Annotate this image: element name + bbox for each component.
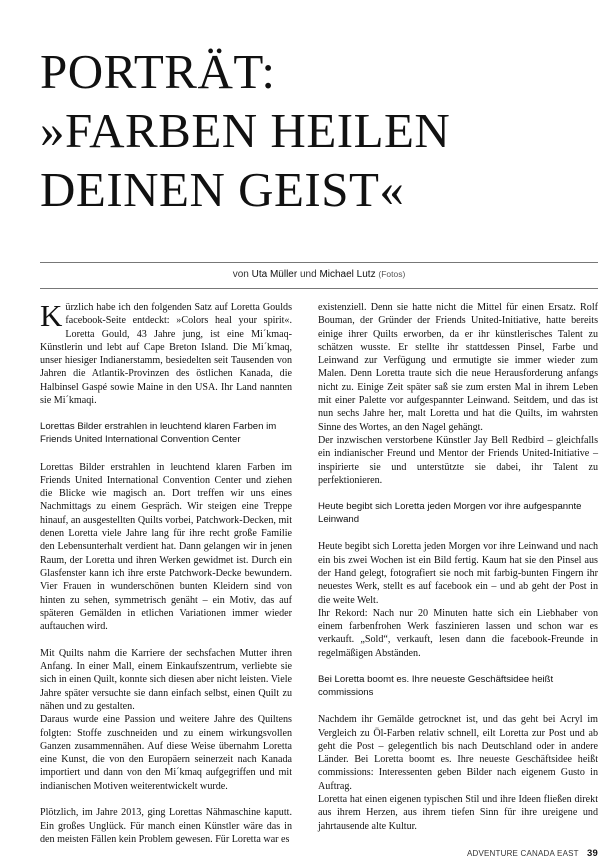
- title-line-1: PORTRÄT:: [40, 44, 276, 99]
- article-title: [40, 42, 580, 219]
- paragraph: existenziell. Denn sie hatte nicht die Mittel für einen Ersatz. Rolf Bouman, der Gründer der Friends United-Initiative, hatte bereits einige ihrer Quilts erworben, da er ihr künstlerisches Talent zu schätzen wusste. Er stellte ihr stattdessen Pinsel, Farbe und Leinwand zur Verfügung und ermutigte sie immer wieder zum Malen. Denn Loretta traute sich die neue Herausforderung anfangs nicht zu. Einige Zeit später saß sie zum ersten Mal in ihrem Leben mit einer Palette vor aufgespannter Leinwand. Seitdem, und das ist nun sechs Jahre her, malt Loretta und hat die Quilts, im wahrsten Sinne des Wortes, an den Nagel gehängt.: [318, 302, 598, 433]
- paragraph: Loretta hat einen eigenen typischen Stil und ihre Ideen fließen direkt aus ihrem Herzen, aus ihrem tiefen Sinn für ihre ureigene und jahrtausende alte Kultur.: [318, 793, 598, 832]
- byline-und: und: [299, 269, 317, 280]
- paragraph: Heute begibt sich Loretta jeden Morgen vor ihre Leinwand und nach ein bis zwei Wochen ist ein Bild fertig. Kaum hat sie den Pinsel aus der Hand gelegt, fotografiert sie noch mit farbig-bunten Fingern ihr neuestes Werk, stellt es auf facebook ein – und ab geht der Post in die weite Welt.: [318, 541, 598, 606]
- title-line-3: DEINEN GEIST«: [40, 162, 405, 217]
- subheading-2: Heute begibt sich Loretta jeden Morgen vor ihre aufgespannte Leinwand: [318, 501, 582, 525]
- bottom-divider: [40, 288, 598, 289]
- paragraph: Ihr Rekord: Nach nur 20 Minuten hatte sich ein Liebhaber von einem farbenfrohen Werk faszinieren lassen und schon war es verkauft. „Sold“, verkauft, lesen dann die facebook-Freunde in regelmäßigen Abständen.: [318, 607, 598, 659]
- paragraph: Mit Quilts nahm die Karriere der sechsfachen Mutter ihren Anfang. In einer Mall, einem Einkaufszentrum, verliebte sie sich in einen Quilt, konnte sich diesen aber nicht leisten. Viele Jahre später versuchte sie dann einfach selbst, einen Quilt zu nähen und zu gestalten.: [40, 647, 292, 712]
- top-divider: [40, 262, 598, 263]
- byline-von: von: [232, 269, 249, 280]
- paragraph: Plötzlich, im Jahre 2013, ging Lorettas Nähmaschine kaputt. Ein großes Unglück. Für manch einen Künstler wäre das in den meisten Fällen kein Problem gewesen. Für Loretta war es: [40, 807, 292, 845]
- magazine-name: ADVENTURE CANADA EAST: [466, 849, 579, 858]
- title-line-2: »FARBEN HEILEN: [40, 103, 451, 158]
- intro-paragraph: Kürzlich habe ich den folgenden Satz auf Loretta Goulds facebook-Seite entdeckt: »Colors heal your spirit«. Loretta Gould, 43 Jahre jung, ist eine Mi´kmaq-Künstlerin und lebt auf Cape Breton Island. Die Mi´kmaq, unser hiesiger Indianerstamm, besiedelten seit Tausenden von Jahren die Atlantik-Provinzen des östlichen Kanada, die Halbinsel Gaspé sowie Maine in den USA. Ihr Land nannten sie Mi´kmaqi.: [40, 298, 292, 407]
- paragraph: Daraus wurde eine Passion und weitere Jahre des Quiltens folgten: Stoffe zuschneiden und zu einem wirkungsvollen Ganzen zusammennähen. Auf diese Weise übernahm Loretta eine Kunst, die von den Europäern seinerzeit nach Kanada importiert und dann von den Mi´kmaq aufgegriffen und mit indianischen Motiven weiterentwickelt wurde.: [40, 714, 292, 792]
- byline: [40, 269, 598, 280]
- page-number: 39: [587, 848, 598, 859]
- paragraph: Der inzwischen verstorbene Künstler Jay Bell Redbird – gleichfalls ein indianischer Freund und Mentor der Friends United-Initiative – inspirierte sie und unterstützte sie dabei, ihr Talent zu perfektionieren.: [318, 434, 598, 486]
- subheading-1: Lorettas Bilder erstrahlen in leuchtend klaren Farben im Friends United International Convention Center: [40, 421, 277, 445]
- byline-fotos: (Fotos): [378, 269, 406, 279]
- author-2: Michael Lutz: [319, 269, 376, 280]
- right-column: [318, 301, 598, 833]
- paragraph: Lorettas Bilder erstrahlen in leuchtend klaren Farben im Friends United International Convention Center und ziehen die Blicke wie magisch an. Dort treffen wir uns eines Nachmittags zu einem Gespräch. Wir steigen eine Treppe hinauf, an ausgestellten Quilts vorbei, Patchwork-Decken, mit denen Loretta viele Jahre lang für ihre recht große Familie den Lebensunterhalt verdient hat. Dann gelangen wir in jenen Raum, der Loretta und ihren Werken gewidmet ist. Durch ein Glasfenster kann ich ihre erste Patchwork-Decke bewundern. Vier Frauen in wunderschönen bunten Kleidern sind von hinten zu sehen, symmetrisch genäht – ein Motiv, das auf späteren Gemälden in etlichen Variationen immer wieder auftauchen wird.: [40, 461, 292, 633]
- left-column: [40, 298, 292, 846]
- paragraph: Nachdem ihr Gemälde getrocknet ist, und das geht bei Acryl im Vergleich zu Öl-Farben relativ schnell, eilt Loretta zur Post und ab geht die Post – gelegentlich bis nach Deutschland oder in andere Länder. Bei Loretta boomt es. Ihre neueste Geschäftsidee heißt commissions: Interessenten geben Bilder nach eigenem Gusto in Auftrag.: [318, 714, 598, 792]
- subheading-3: Bei Loretta boomt es. Ihre neueste Geschäftsidee heißt commissions: [318, 674, 554, 698]
- author-1: Uta Müller: [251, 269, 298, 280]
- page-footer: [467, 848, 598, 859]
- drop-cap: K: [40, 298, 63, 333]
